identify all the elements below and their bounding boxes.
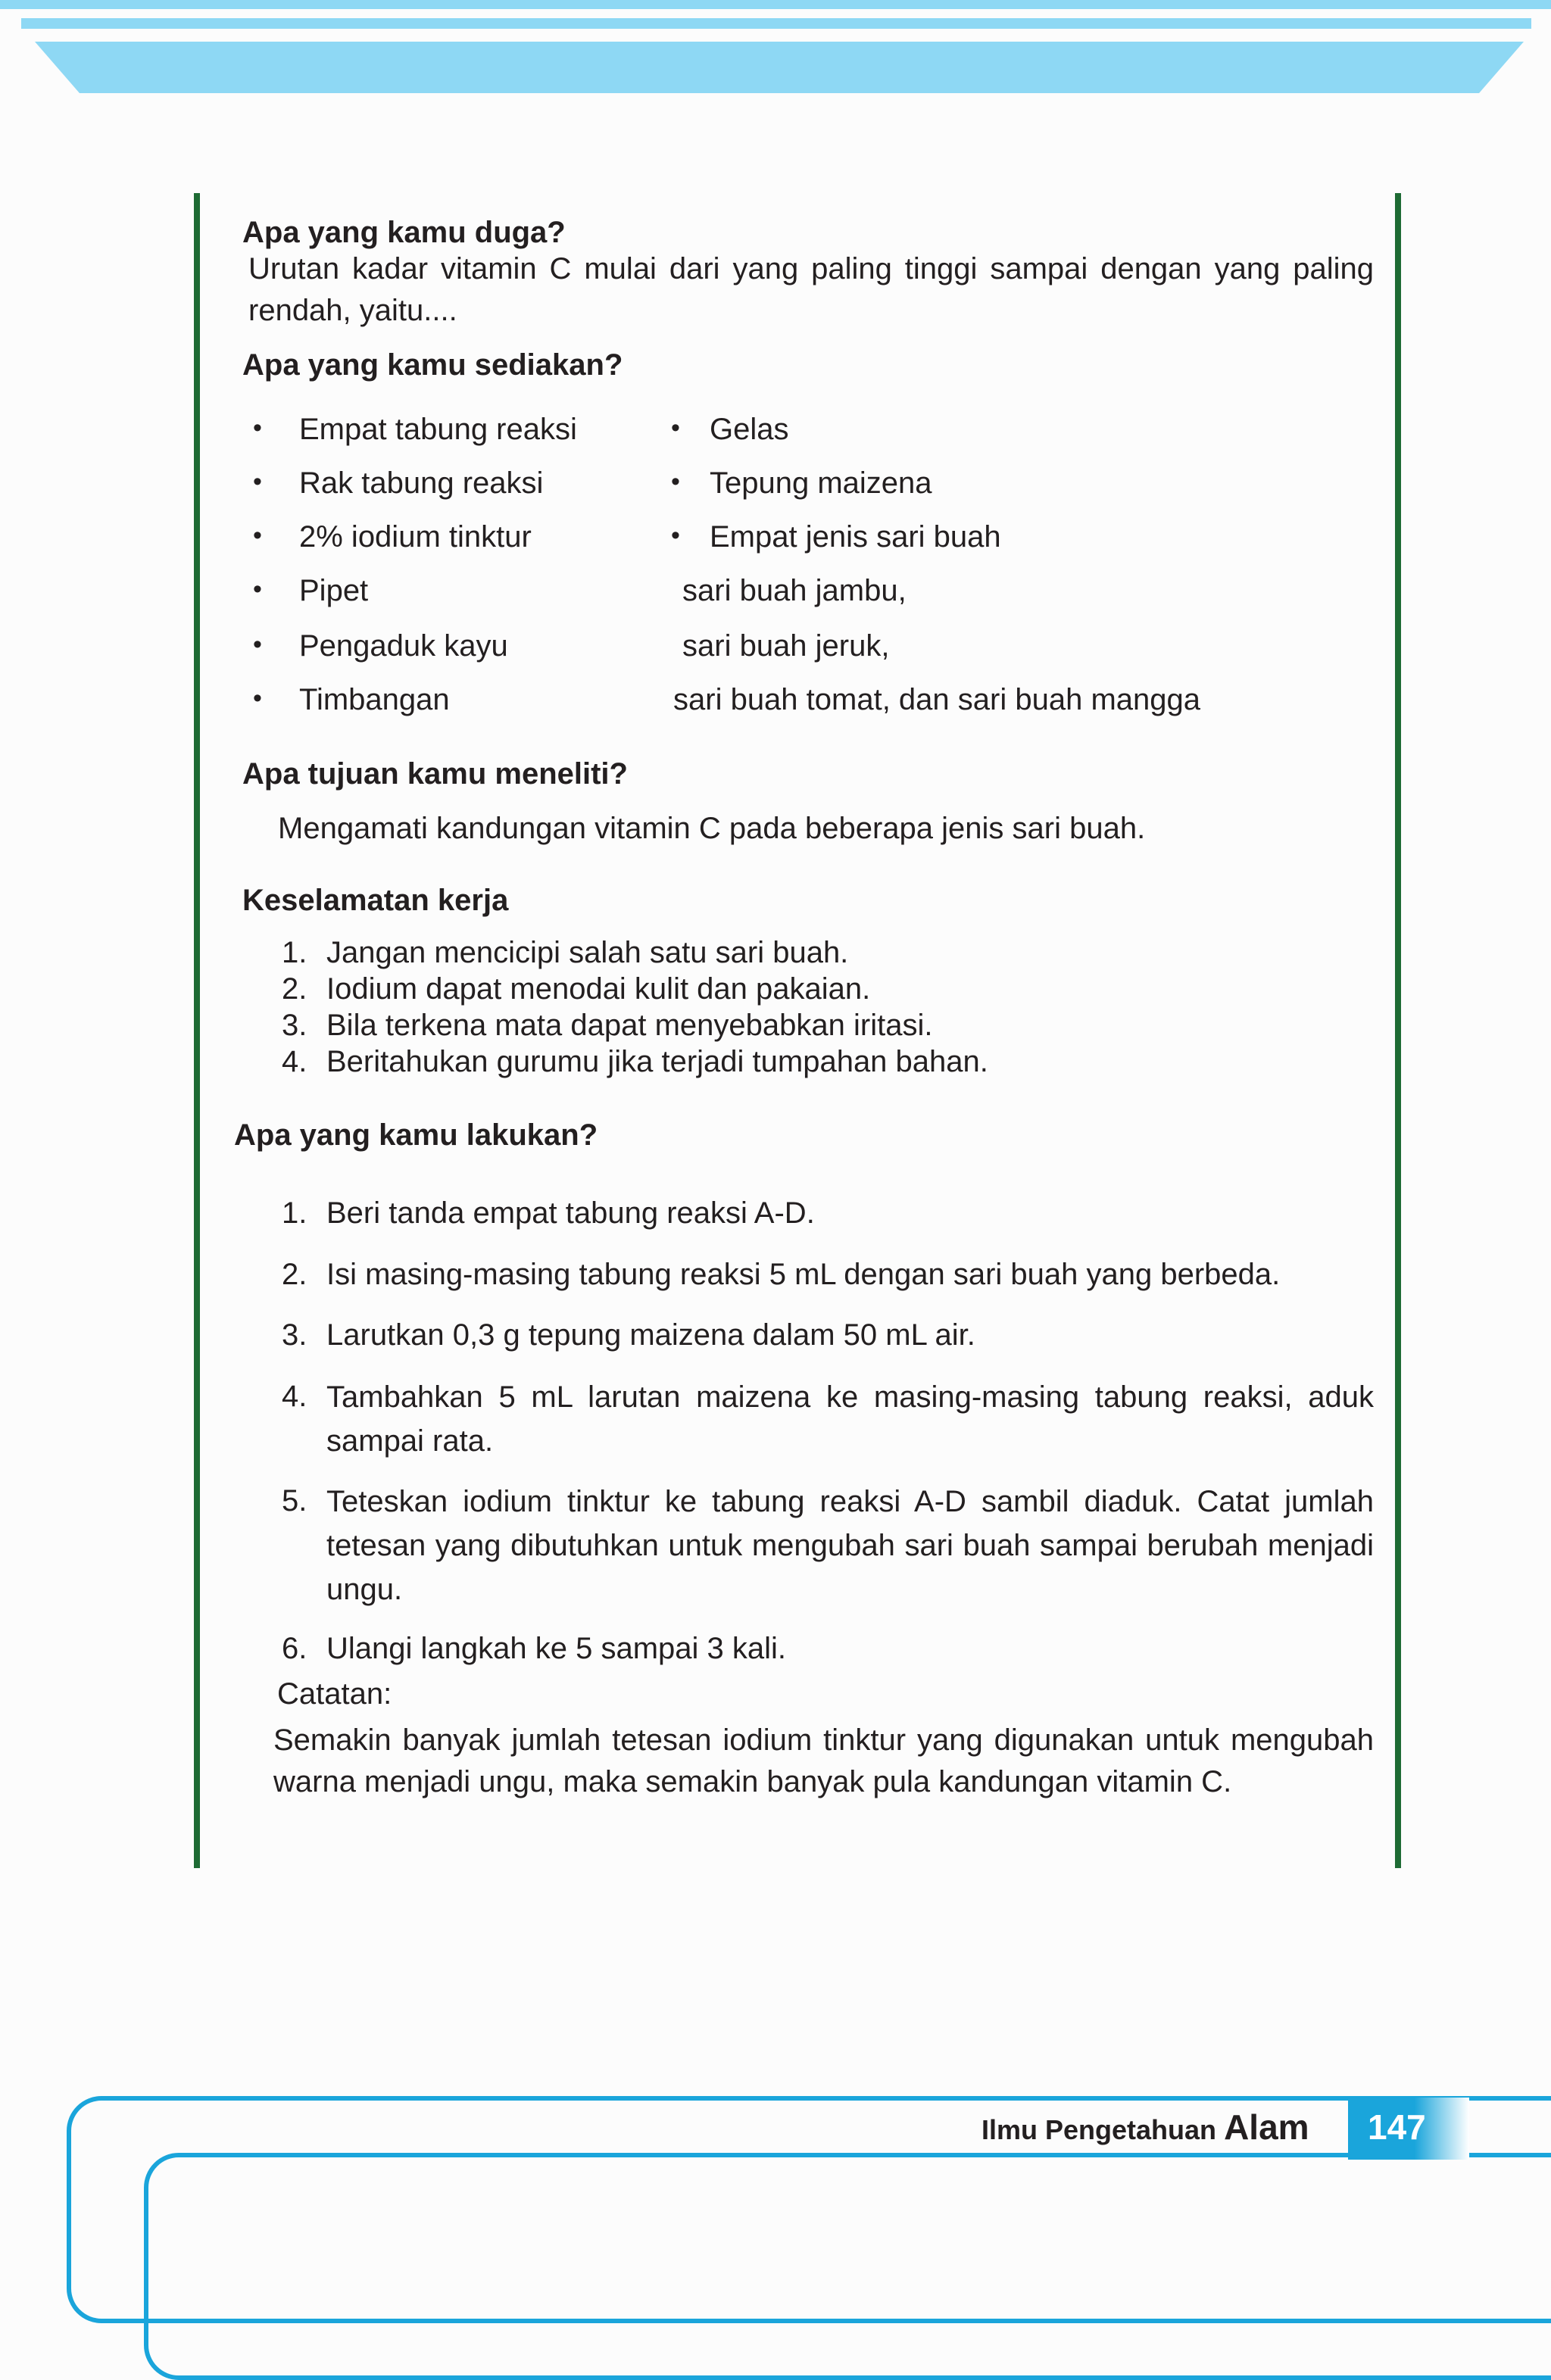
procedure-step: Ulangi langkah ke 5 sampai 3 kali.	[326, 1632, 787, 1665]
step-number: 2.	[282, 1258, 307, 1291]
safety-item-number: 2.	[282, 972, 307, 1006]
bullet: •	[253, 684, 262, 713]
safety-item: Beritahukan gurumu jika terjadi tumpahan bahan.	[326, 1045, 988, 1078]
footer-frame-inner	[144, 2153, 1551, 2380]
bullet: •	[253, 467, 262, 496]
header-stripe-1	[0, 0, 1551, 9]
frame-right-line	[1395, 193, 1401, 1868]
step-number: 6.	[282, 1632, 307, 1665]
material-item: Empat tabung reaksi	[299, 413, 577, 446]
book-title-small: Ilmu Pengetahuan	[981, 2114, 1217, 2145]
safety-item: Iodium dapat menodai kulit dan pakaian.	[326, 972, 871, 1006]
step-number: 3.	[282, 1318, 307, 1352]
procedure-step: Isi masing-masing tabung reaksi 5 mL dengan sari buah yang berbeda.	[326, 1258, 1281, 1291]
safety-item: Jangan mencicipi salah satu sari buah.	[326, 936, 849, 969]
materials-heading: Apa yang kamu sediakan?	[242, 348, 623, 382]
safety-item-number: 4.	[282, 1045, 307, 1078]
material-item: Timbangan	[299, 683, 450, 716]
header-band	[35, 42, 1524, 93]
frame-left-line	[194, 193, 200, 1868]
step-number: 4.	[282, 1380, 307, 1413]
hypothesis-heading: Apa yang kamu duga?	[242, 216, 566, 249]
procedure-step: Beri tanda empat tabung reaksi A-D.	[326, 1196, 815, 1230]
step-number: 5.	[282, 1484, 307, 1518]
procedure-step: Tambahkan 5 mL larutan maizena ke masing-masing tabung reaksi, aduk sampai rata.	[326, 1380, 1374, 1458]
note-label: Catatan:	[277, 1677, 392, 1711]
bullet: •	[671, 521, 680, 550]
bullet: •	[671, 467, 680, 496]
material-item: Empat jenis sari buah	[710, 520, 1001, 554]
safety-heading: Keselamatan kerja	[242, 884, 509, 917]
book-title-big: Alam	[1224, 2107, 1309, 2147]
bullet: •	[253, 521, 262, 550]
bullet: •	[253, 575, 262, 604]
procedure-step: Larutkan 0,3 g tepung maizena dalam 50 mL air.	[326, 1318, 975, 1352]
book-title	[981, 2107, 1309, 2148]
material-item: Pipet	[299, 574, 369, 607]
bullet: •	[253, 413, 262, 442]
hypothesis-text: Urutan kadar vitamin C mulai dari yang paling tinggi sampai dengan yang paling rendah, yaitu....	[248, 252, 1374, 327]
safety-item: Bila terkena mata dapat menyebabkan iritasi.	[326, 1009, 933, 1042]
material-item: Tepung maizena	[710, 466, 932, 500]
procedure-heading: Apa yang kamu lakukan?	[234, 1118, 598, 1152]
purpose-text: Mengamati kandungan vitamin C pada beberapa jenis sari buah.	[278, 812, 1146, 845]
bullet: •	[671, 413, 680, 442]
note-text: Semakin banyak jumlah tetesan iodium tinktur yang digunakan untuk mengubah warna menjadi ungu, maka semakin banyak pula kandungan vitamin C.	[273, 1723, 1374, 1798]
juice-type: sari buah jeruk,	[682, 629, 890, 663]
procedure-step: Teteskan iodium tinktur ke tabung reaksi A-D sambil diaduk. Catat jumlah tetesan yang dibutuhkan untuk mengubah sari buah sampai berubah menjadi ungu.	[326, 1485, 1374, 1606]
safety-item-number: 1.	[282, 936, 307, 969]
juice-type: sari buah jambu,	[682, 574, 907, 607]
material-item: 2% iodium tinktur	[299, 520, 532, 554]
material-item: Pengaduk kayu	[299, 629, 508, 663]
page-number: 147	[1368, 2107, 1426, 2147]
bullet: •	[253, 630, 262, 659]
material-item: Rak tabung reaksi	[299, 466, 544, 500]
purpose-heading: Apa tujuan kamu meneliti?	[242, 757, 628, 791]
safety-item-number: 3.	[282, 1009, 307, 1042]
material-item: Gelas	[710, 413, 789, 446]
step-number: 1.	[282, 1196, 307, 1230]
juice-type: sari buah tomat, dan sari buah mangga	[673, 683, 1200, 716]
header-stripe-2	[21, 18, 1531, 29]
